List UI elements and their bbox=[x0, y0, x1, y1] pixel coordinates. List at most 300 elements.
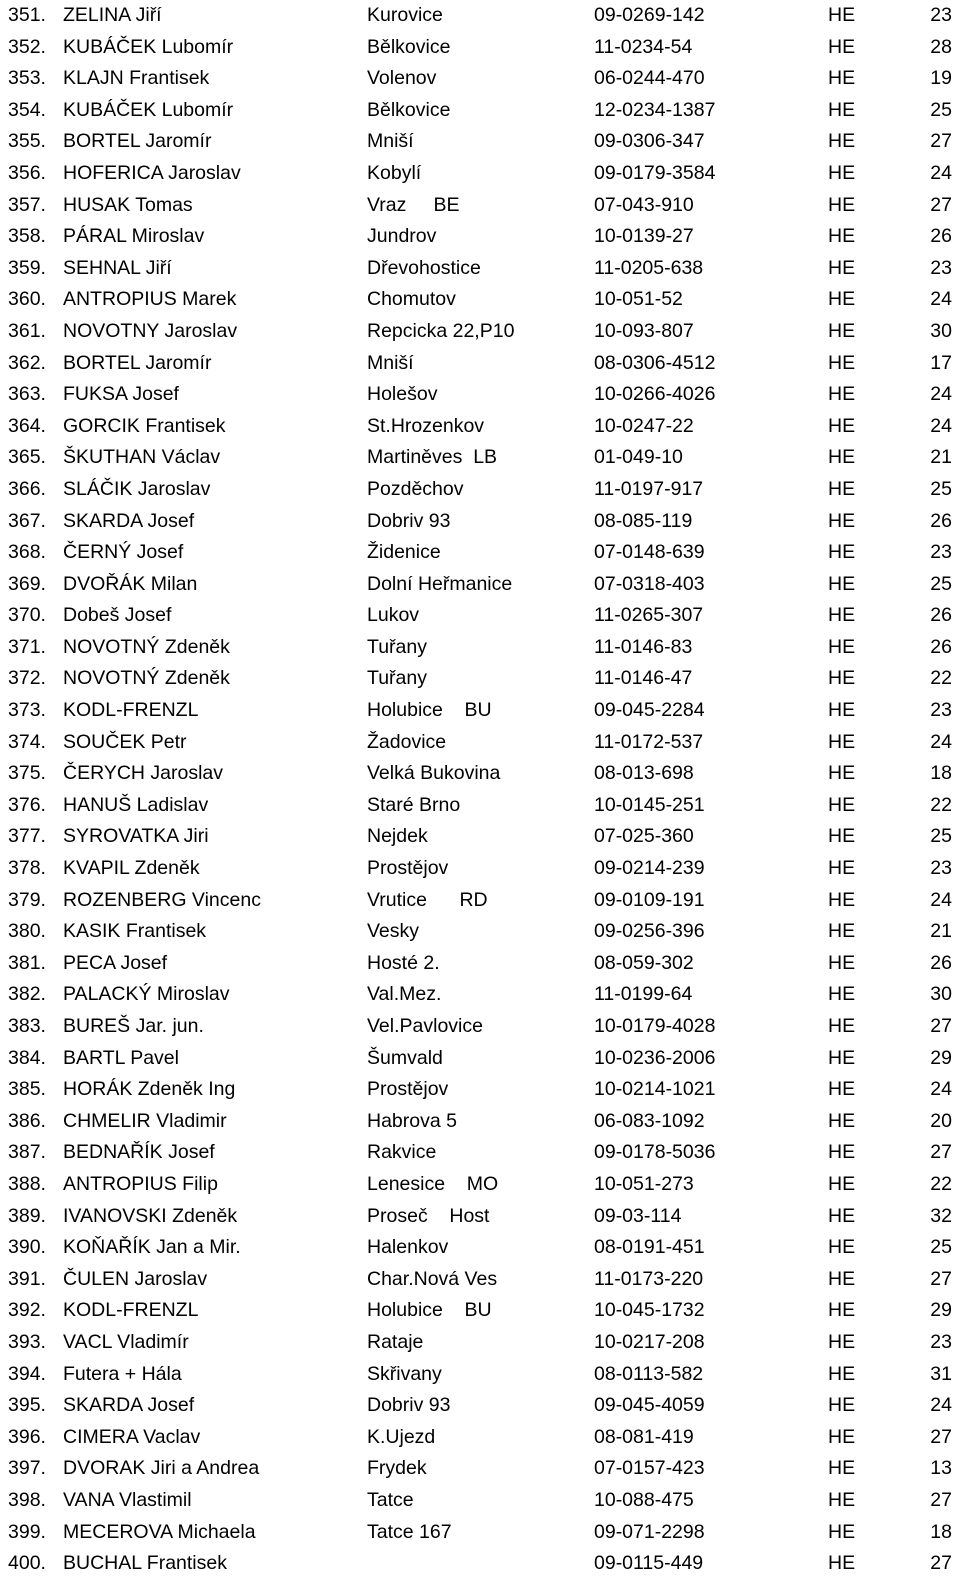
entry-number: 395. bbox=[8, 1394, 46, 1417]
entry-type: HE bbox=[828, 1520, 856, 1543]
entry-type: HE bbox=[828, 509, 856, 532]
entry-name: HANUŠ Ladislav bbox=[63, 793, 209, 816]
entry-value: 28 bbox=[930, 35, 952, 58]
entry-type: HE bbox=[828, 130, 856, 153]
entry-place: St.Hrozenkov bbox=[367, 414, 485, 437]
entry-place: Repcicka 22,P10 bbox=[367, 319, 515, 342]
list-row bbox=[0, 158, 960, 190]
entry-place: Žadovice bbox=[367, 730, 447, 753]
entry-code: 09-045-2284 bbox=[594, 699, 705, 722]
list-row bbox=[0, 1422, 960, 1454]
entry-value: 30 bbox=[930, 319, 952, 342]
entry-value: 22 bbox=[930, 1172, 952, 1195]
entry-number: 396. bbox=[8, 1425, 46, 1448]
entry-type: HE bbox=[828, 4, 856, 26]
list-row bbox=[0, 979, 960, 1011]
list-row bbox=[0, 95, 960, 127]
list-row bbox=[0, 316, 960, 348]
entry-code: 07-0148-639 bbox=[594, 541, 705, 564]
entry-code: 10-093-807 bbox=[594, 319, 694, 342]
entry-code: 09-03-114 bbox=[594, 1204, 682, 1227]
entry-place: Holešov bbox=[367, 383, 438, 406]
entry-code: 10-0217-208 bbox=[594, 1330, 705, 1353]
entry-number: 387. bbox=[8, 1141, 46, 1164]
entry-code: 11-0172-537 bbox=[594, 730, 704, 753]
entry-number: 362. bbox=[8, 351, 46, 374]
entry-number: 352. bbox=[8, 35, 46, 58]
entry-place: Staré Brno bbox=[367, 793, 461, 816]
list-row bbox=[0, 1485, 960, 1517]
list-row bbox=[0, 663, 960, 695]
entry-name: Futera + Hála bbox=[63, 1362, 182, 1385]
entry-type: HE bbox=[828, 983, 856, 1006]
entry-name: ČULEN Jaroslav bbox=[63, 1267, 208, 1290]
list-row bbox=[0, 63, 960, 95]
entry-value: 18 bbox=[930, 762, 952, 785]
entry-number: 365. bbox=[8, 446, 46, 469]
entry-type: HE bbox=[828, 1488, 856, 1511]
entry-name: KLAJN Frantisek bbox=[63, 67, 210, 90]
entry-value: 24 bbox=[930, 888, 952, 911]
entry-code: 07-025-360 bbox=[594, 825, 694, 848]
entry-type: HE bbox=[828, 1236, 856, 1259]
entry-number: 377. bbox=[8, 825, 46, 848]
entry-name: PALACKÝ Miroslav bbox=[63, 983, 230, 1006]
entry-code: 08-013-698 bbox=[594, 762, 694, 785]
list-row bbox=[0, 1264, 960, 1296]
entry-value: 23 bbox=[930, 256, 952, 279]
entry-code: 10-0236-2006 bbox=[594, 1046, 716, 1069]
entry-type: HE bbox=[828, 1299, 856, 1322]
entry-code: 08-0191-451 bbox=[594, 1236, 705, 1259]
entry-type: HE bbox=[828, 825, 856, 848]
entry-type: HE bbox=[828, 161, 856, 184]
entry-code: 07-043-910 bbox=[594, 193, 694, 216]
entry-code: 10-0266-4026 bbox=[594, 383, 716, 406]
entry-value: 29 bbox=[930, 1299, 952, 1322]
entry-name: SYROVATKA Jiri bbox=[63, 825, 209, 848]
entry-place: Tuřany bbox=[367, 667, 427, 690]
entry-name: HOFERICA Jaroslav bbox=[63, 161, 241, 184]
entry-name: ANTROPIUS Marek bbox=[63, 288, 237, 311]
entry-place: Dolní Heřmanice bbox=[367, 572, 513, 595]
entry-code: 06-0244-470 bbox=[594, 67, 705, 90]
entry-name: KASIK Frantisek bbox=[63, 920, 207, 943]
list-row bbox=[0, 569, 960, 601]
entry-number: 353. bbox=[8, 67, 46, 90]
entry-type: HE bbox=[828, 1046, 856, 1069]
entry-number: 359. bbox=[8, 256, 46, 279]
entry-name: ANTROPIUS Filip bbox=[63, 1172, 218, 1195]
entry-number: 388. bbox=[8, 1172, 46, 1195]
entry-number: 366. bbox=[8, 477, 46, 500]
list-row bbox=[0, 1201, 960, 1233]
entry-type: HE bbox=[828, 1172, 856, 1195]
entry-name: PÁRAL Miroslav bbox=[63, 225, 205, 248]
entry-number: 368. bbox=[8, 541, 46, 564]
entry-place: Vesky bbox=[367, 920, 420, 943]
entry-code: 11-0199-64 bbox=[594, 983, 693, 1006]
list-row bbox=[0, 190, 960, 222]
entry-type: HE bbox=[828, 1425, 856, 1448]
entry-code: 07-0157-423 bbox=[594, 1457, 705, 1480]
entry-place: Velká Bukovina bbox=[367, 762, 501, 785]
entry-code: 10-0247-22 bbox=[594, 414, 694, 437]
entry-type: HE bbox=[828, 98, 856, 121]
entry-place: Proseč Host bbox=[367, 1204, 490, 1227]
entry-place: Jundrov bbox=[367, 225, 437, 248]
entry-place: Halenkov bbox=[367, 1236, 449, 1259]
entry-value: 27 bbox=[930, 1267, 952, 1290]
entry-name: MECEROVA Michaela bbox=[63, 1520, 256, 1543]
entry-number: 384. bbox=[8, 1046, 46, 1069]
list-row bbox=[0, 600, 960, 632]
entry-value: 21 bbox=[930, 446, 952, 469]
entry-number: 393. bbox=[8, 1330, 46, 1353]
entry-value: 27 bbox=[930, 130, 952, 153]
entry-name: KVAPIL Zdeněk bbox=[63, 857, 200, 880]
list-row bbox=[0, 1453, 960, 1485]
entry-name: KUBÁČEK Lubomír bbox=[63, 35, 234, 58]
entry-value: 23 bbox=[930, 857, 952, 880]
entry-value: 24 bbox=[930, 1394, 952, 1417]
entry-number: 357. bbox=[8, 193, 46, 216]
entry-type: HE bbox=[828, 920, 856, 943]
entry-place: K.Ujezd bbox=[367, 1425, 436, 1448]
entry-number: 380. bbox=[8, 920, 46, 943]
entry-value: 25 bbox=[930, 572, 952, 595]
entry-place: Prostějov bbox=[367, 857, 449, 880]
entry-type: HE bbox=[828, 1394, 856, 1417]
entry-number: 373. bbox=[8, 699, 46, 722]
entry-code: 10-051-52 bbox=[594, 288, 683, 311]
list-row bbox=[0, 32, 960, 64]
entry-code: 10-0139-27 bbox=[594, 225, 694, 248]
entry-place: Tatce 167 bbox=[367, 1520, 452, 1543]
list-row bbox=[0, 790, 960, 822]
entry-value: 17 bbox=[930, 351, 952, 374]
entry-name: ROZENBERG Vincenc bbox=[63, 888, 261, 911]
entry-name: DVOŘÁK Milan bbox=[63, 572, 198, 595]
entry-value: 30 bbox=[930, 983, 952, 1006]
entry-type: HE bbox=[828, 762, 856, 785]
entry-type: HE bbox=[828, 1267, 856, 1290]
entry-place: Lenesice MO bbox=[367, 1172, 499, 1195]
entry-number: 375. bbox=[8, 762, 46, 785]
entry-place: Vraz BE bbox=[367, 193, 460, 216]
entry-name: NOVOTNÝ Zdeněk bbox=[63, 635, 230, 658]
entry-number: 386. bbox=[8, 1109, 46, 1132]
entry-type: HE bbox=[828, 793, 856, 816]
entry-place: Dobriv 93 bbox=[367, 509, 451, 532]
list-row bbox=[0, 1232, 960, 1264]
entry-place: Char.Nová Ves bbox=[367, 1267, 498, 1290]
entry-place: Rataje bbox=[367, 1330, 424, 1353]
entry-value: 23 bbox=[930, 1330, 952, 1353]
entry-number: 374. bbox=[8, 730, 46, 753]
entry-value: 27 bbox=[930, 1552, 952, 1575]
entry-number: 355. bbox=[8, 130, 46, 153]
entry-place: Židenice bbox=[367, 541, 441, 564]
entry-code: 10-0214-1021 bbox=[594, 1078, 716, 1101]
entry-type: HE bbox=[828, 1204, 856, 1227]
list-row bbox=[0, 221, 960, 253]
entry-code: 10-088-475 bbox=[594, 1488, 694, 1511]
entry-value: 19 bbox=[930, 67, 952, 90]
entry-value: 24 bbox=[930, 383, 952, 406]
entry-name: DVORAK Jiri a Andrea bbox=[63, 1457, 260, 1480]
entry-place: Bělkovice bbox=[367, 35, 451, 58]
entry-name: CIMERA Vaclav bbox=[63, 1425, 201, 1448]
entry-value: 23 bbox=[930, 699, 952, 722]
list-row bbox=[0, 411, 960, 443]
entry-value: 32 bbox=[930, 1204, 952, 1227]
entry-number: 391. bbox=[8, 1267, 46, 1290]
list-row bbox=[0, 821, 960, 853]
entry-value: 25 bbox=[930, 477, 952, 500]
entry-value: 24 bbox=[930, 288, 952, 311]
list-row bbox=[0, 1517, 960, 1549]
entry-place: Tuřany bbox=[367, 635, 427, 658]
entry-code: 09-0269-142 bbox=[594, 4, 705, 26]
entry-number: 371. bbox=[8, 635, 46, 658]
entry-name: KODL-FRENZL bbox=[63, 1299, 199, 1322]
entry-number: 363. bbox=[8, 383, 46, 406]
entry-number: 397. bbox=[8, 1457, 46, 1480]
entry-name: KUBÁČEK Lubomír bbox=[63, 98, 234, 121]
entry-place: Prostějov bbox=[367, 1078, 449, 1101]
entry-code: 11-0234-54 bbox=[594, 35, 693, 58]
entry-type: HE bbox=[828, 225, 856, 248]
entry-value: 24 bbox=[930, 414, 952, 437]
list-row bbox=[0, 1011, 960, 1043]
entry-code: 10-045-1732 bbox=[594, 1299, 705, 1322]
entry-value: 29 bbox=[930, 1046, 952, 1069]
entry-type: HE bbox=[828, 572, 856, 595]
entry-number: 361. bbox=[8, 319, 46, 342]
entry-code: 08-0306-4512 bbox=[594, 351, 716, 374]
list-row bbox=[0, 253, 960, 285]
entry-type: HE bbox=[828, 857, 856, 880]
entry-code: 08-0113-582 bbox=[594, 1362, 704, 1385]
list-row bbox=[0, 758, 960, 790]
entry-code: 09-0115-449 bbox=[594, 1552, 704, 1575]
entry-place: Mniší bbox=[367, 351, 414, 374]
entry-code: 08-059-302 bbox=[594, 951, 694, 974]
list-row bbox=[0, 0, 960, 32]
entry-value: 27 bbox=[930, 1015, 952, 1037]
entry-place: Bělkovice bbox=[367, 98, 451, 121]
list-row bbox=[0, 379, 960, 411]
entry-code: 11-0205-638 bbox=[594, 256, 704, 279]
entry-place: Pozděchov bbox=[367, 477, 464, 500]
entry-type: HE bbox=[828, 1330, 856, 1353]
entry-value: 26 bbox=[930, 509, 952, 532]
entry-code: 09-0109-191 bbox=[594, 888, 705, 911]
entry-name: HUSAK Tomas bbox=[63, 193, 193, 216]
entry-name: ZELINA Jiří bbox=[63, 4, 162, 26]
entry-place: Frydek bbox=[367, 1457, 427, 1480]
entry-name: BUREŠ Jar. jun. bbox=[63, 1015, 204, 1037]
entry-code: 11-0146-47 bbox=[594, 667, 693, 690]
entry-number: 376. bbox=[8, 793, 46, 816]
list-row bbox=[0, 1359, 960, 1391]
entry-number: 390. bbox=[8, 1236, 46, 1259]
entry-code: 07-0318-403 bbox=[594, 572, 705, 595]
entry-number: 358. bbox=[8, 225, 46, 248]
entry-type: HE bbox=[828, 477, 856, 500]
entry-code: 09-0214-239 bbox=[594, 857, 705, 880]
entry-type: HE bbox=[828, 1552, 856, 1575]
entry-value: 21 bbox=[930, 920, 952, 943]
entry-name: PECA Josef bbox=[63, 951, 168, 974]
entry-place: Dřevohostice bbox=[367, 256, 481, 279]
entry-name: VANA Vlastimil bbox=[63, 1488, 192, 1511]
entry-value: 23 bbox=[930, 541, 952, 564]
entry-name: BORTEL Jaromír bbox=[63, 351, 212, 374]
entry-type: HE bbox=[828, 319, 856, 342]
entry-code: 09-0178-5036 bbox=[594, 1141, 716, 1164]
entry-code: 11-0146-83 bbox=[594, 635, 693, 658]
entry-place: Vrutice RD bbox=[367, 888, 488, 911]
entry-name: SEHNAL Jiří bbox=[63, 256, 172, 279]
entry-name: BUCHAL Frantisek bbox=[63, 1552, 227, 1575]
entry-number: 382. bbox=[8, 983, 46, 1006]
entry-name: Dobeš Josef bbox=[63, 604, 172, 627]
entry-number: 372. bbox=[8, 667, 46, 690]
entry-name: KODL-FRENZL bbox=[63, 699, 199, 722]
entry-code: 09-0256-396 bbox=[594, 920, 705, 943]
entry-value: 22 bbox=[930, 793, 952, 816]
entry-value: 26 bbox=[930, 225, 952, 248]
entry-type: HE bbox=[828, 256, 856, 279]
entry-type: HE bbox=[828, 193, 856, 216]
entry-type: HE bbox=[828, 351, 856, 374]
list-row bbox=[0, 1043, 960, 1075]
entry-place: Skřivany bbox=[367, 1362, 442, 1385]
entry-place: Martiněves LB bbox=[367, 446, 498, 469]
entry-type: HE bbox=[828, 1015, 856, 1037]
entry-place: Vel.Pavlovice bbox=[367, 1015, 483, 1037]
entry-code: 10-0179-4028 bbox=[594, 1015, 716, 1037]
entry-name: NOVOTNÝ Zdeněk bbox=[63, 667, 230, 690]
entry-type: HE bbox=[828, 699, 856, 722]
entry-code: 11-0265-307 bbox=[594, 604, 704, 627]
list-row bbox=[0, 1106, 960, 1138]
entry-type: HE bbox=[828, 1457, 856, 1480]
entry-code: 08-081-419 bbox=[594, 1425, 694, 1448]
list-row bbox=[0, 1327, 960, 1359]
entry-type: HE bbox=[828, 635, 856, 658]
entry-type: HE bbox=[828, 67, 856, 90]
entry-name: FUKSA Josef bbox=[63, 383, 179, 406]
list-row bbox=[0, 348, 960, 380]
entry-value: 26 bbox=[930, 604, 952, 627]
entry-number: 392. bbox=[8, 1299, 46, 1322]
entry-name: SKARDA Josef bbox=[63, 509, 195, 532]
entry-number: 367. bbox=[8, 509, 46, 532]
list-row bbox=[0, 442, 960, 474]
entry-number: 389. bbox=[8, 1204, 46, 1227]
entry-code: 12-0234-1387 bbox=[594, 98, 716, 121]
entry-code: 08-085-119 bbox=[594, 509, 693, 532]
entry-code: 10-051-273 bbox=[594, 1172, 694, 1195]
entry-value: 27 bbox=[930, 1141, 952, 1164]
list-row bbox=[0, 1169, 960, 1201]
entry-place: Holubice BU bbox=[367, 699, 492, 722]
entry-place: Val.Mez. bbox=[367, 983, 442, 1006]
entry-name: CHMELIR Vladimir bbox=[63, 1109, 227, 1132]
entry-code: 09-0306-347 bbox=[594, 130, 705, 153]
entry-place: Holubice BU bbox=[367, 1299, 492, 1322]
list-row bbox=[0, 853, 960, 885]
entry-value: 27 bbox=[930, 1425, 952, 1448]
entry-name: BEDNAŘÍK Josef bbox=[63, 1141, 215, 1164]
entry-name: KOŇAŘÍK Jan a Mir. bbox=[63, 1236, 241, 1259]
entry-number: 394. bbox=[8, 1362, 46, 1385]
list-row bbox=[0, 474, 960, 506]
entry-type: HE bbox=[828, 383, 856, 406]
entry-name: NOVOTNY Jaroslav bbox=[63, 319, 238, 342]
entry-code: 11-0173-220 bbox=[594, 1267, 704, 1290]
entry-code: 06-083-1092 bbox=[594, 1109, 705, 1132]
entry-type: HE bbox=[828, 667, 856, 690]
entry-value: 22 bbox=[930, 667, 952, 690]
entry-name: GORCIK Frantisek bbox=[63, 414, 226, 437]
entry-place: Rakvice bbox=[367, 1141, 437, 1164]
entry-place: Hosté 2. bbox=[367, 951, 440, 974]
entry-place: Kurovice bbox=[367, 4, 443, 26]
entry-value: 23 bbox=[930, 4, 952, 26]
entry-value: 25 bbox=[930, 825, 952, 848]
entry-number: 385. bbox=[8, 1078, 46, 1101]
entry-place: Mniší bbox=[367, 130, 414, 153]
entry-name: ČERYCH Jaroslav bbox=[63, 762, 224, 785]
entry-value: 27 bbox=[930, 1488, 952, 1511]
entry-number: 364. bbox=[8, 414, 46, 437]
entry-code: 09-045-4059 bbox=[594, 1394, 705, 1417]
entry-number: 351. bbox=[8, 4, 46, 26]
entry-name: HORÁK Zdeněk Ing bbox=[63, 1078, 236, 1101]
entry-place: Šumvald bbox=[367, 1046, 443, 1069]
entry-number: 383. bbox=[8, 1015, 46, 1037]
entry-place: Habrova 5 bbox=[367, 1109, 457, 1132]
list-row bbox=[0, 1390, 960, 1422]
list-row bbox=[0, 916, 960, 948]
entry-place: Lukov bbox=[367, 604, 420, 627]
entry-code: 11-0197-917 bbox=[594, 477, 704, 500]
entry-value: 13 bbox=[930, 1457, 952, 1480]
entry-type: HE bbox=[828, 1362, 856, 1385]
list-row bbox=[0, 1137, 960, 1169]
list-row bbox=[0, 1295, 960, 1327]
entry-type: HE bbox=[828, 288, 856, 311]
entry-value: 20 bbox=[930, 1109, 952, 1132]
entry-type: HE bbox=[828, 1078, 856, 1101]
entry-name: ČERNÝ Josef bbox=[63, 541, 184, 564]
entry-name: BORTEL Jaromír bbox=[63, 130, 212, 153]
entry-type: HE bbox=[828, 951, 856, 974]
entry-number: 369. bbox=[8, 572, 46, 595]
list-row bbox=[0, 126, 960, 158]
entry-value: 26 bbox=[930, 951, 952, 974]
entry-name: IVANOVSKI Zdeněk bbox=[63, 1204, 238, 1227]
list-row bbox=[0, 632, 960, 664]
entry-type: HE bbox=[828, 604, 856, 627]
entry-place: Volenov bbox=[367, 67, 437, 90]
entry-code: 09-071-2298 bbox=[594, 1520, 705, 1543]
entry-type: HE bbox=[828, 730, 856, 753]
